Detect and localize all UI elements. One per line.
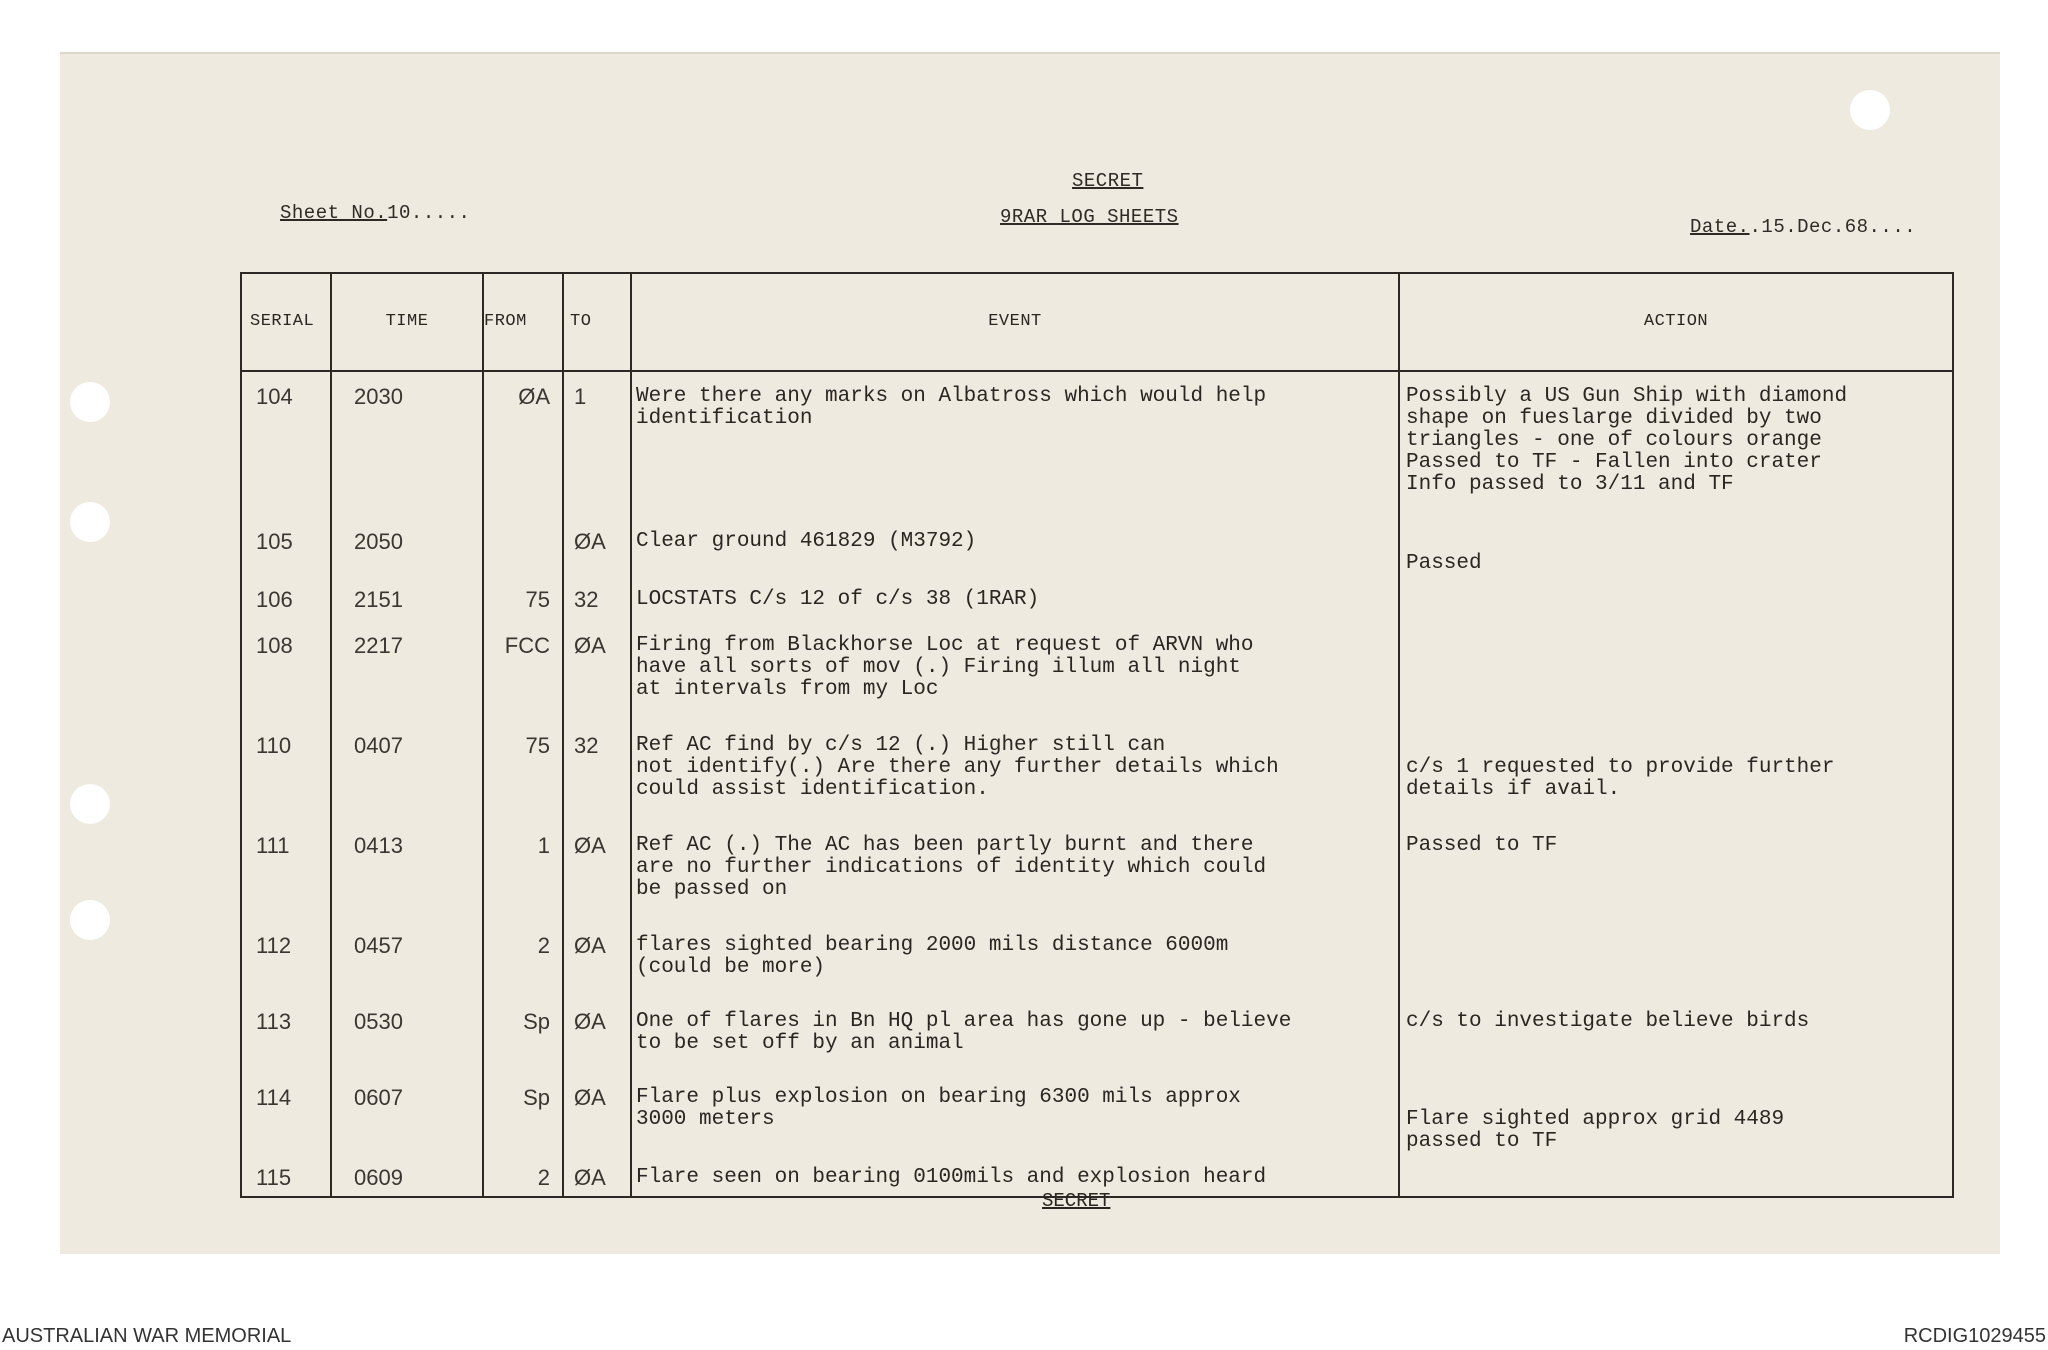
cell-action	[1399, 921, 1953, 997]
cell-from: Sp	[483, 1073, 563, 1153]
log-table	[240, 272, 1954, 1198]
cell-serial: 112	[241, 921, 331, 997]
cell-time: 0407	[331, 721, 483, 821]
table-row	[241, 517, 1953, 575]
cell-event: Firing from Blackhorse Loc at request of ARVN who have all sorts of mov (.) Firing illum all night at intervals from my Loc	[631, 621, 1399, 721]
cell-to: ØA	[563, 1153, 631, 1197]
col-serial-header: SERIAL	[241, 273, 331, 371]
col-event-header: EVENT	[631, 273, 1399, 371]
cell-from: 75	[483, 575, 563, 621]
cell-from: 75	[483, 721, 563, 821]
col-time-header: TIME	[331, 273, 483, 371]
cell-action	[1399, 575, 1953, 621]
cell-from: ØA	[483, 371, 563, 517]
cell-to: ØA	[563, 1073, 631, 1153]
log-title: 9RAR LOG SHEETS	[1000, 206, 1179, 228]
cell-time: 0413	[331, 821, 483, 921]
cell-from: 2	[483, 921, 563, 997]
cell-time: 0607	[331, 1073, 483, 1153]
cell-action: Flare sighted approx grid 4489 passed to TF	[1399, 1073, 1953, 1153]
cell-event: Flare plus explosion on bearing 6300 mils approx 3000 meters	[631, 1073, 1399, 1153]
footer-classification: SECRET	[1042, 1190, 1111, 1212]
cell-event: Clear ground 461829 (M3792)	[631, 517, 1399, 575]
punch-hole	[70, 900, 110, 940]
cell-time: 2050	[331, 517, 483, 575]
cell-from: 2	[483, 1153, 563, 1197]
cell-action: c/s 1 requested to provide further details if avail.	[1399, 721, 1953, 821]
table-row	[241, 371, 1953, 517]
cell-event: One of flares in Bn HQ pl area has gone up - believe to be set off by an animal	[631, 997, 1399, 1073]
table-row	[241, 821, 1953, 921]
cell-to: ØA	[563, 621, 631, 721]
cell-to: 32	[563, 575, 631, 621]
cell-to: ØA	[563, 517, 631, 575]
cell-event: Were there any marks on Albatross which would help identification	[631, 371, 1399, 517]
log-date	[1690, 216, 1916, 238]
date-label: Date.	[1690, 216, 1750, 238]
cell-event: flares sighted bearing 2000 mils distance 6000m (could be more)	[631, 921, 1399, 997]
cell-serial: 110	[241, 721, 331, 821]
cell-serial: 104	[241, 371, 331, 517]
cell-time: 0609	[331, 1153, 483, 1197]
cell-action: Possibly a US Gun Ship with diamond shape on fueslarge divided by two triangles - one of colours orange Passed to TF - Fallen into crater Info passed to 3/11 and TF	[1399, 371, 1953, 517]
table-row	[241, 575, 1953, 621]
cell-serial: 105	[241, 517, 331, 575]
cell-time: 2217	[331, 621, 483, 721]
cell-serial: 114	[241, 1073, 331, 1153]
cell-serial: 106	[241, 575, 331, 621]
sheet-value: 10.....	[387, 202, 471, 224]
cell-to: ØA	[563, 921, 631, 997]
cell-time: 0457	[331, 921, 483, 997]
cell-action	[1399, 621, 1953, 721]
cell-event: LOCSTATS C/s 12 of c/s 38 (1RAR)	[631, 575, 1399, 621]
cell-to: ØA	[563, 821, 631, 921]
cell-action: Passed	[1399, 517, 1953, 575]
date-value: .15.Dec.68....	[1749, 216, 1917, 238]
punch-hole	[70, 784, 110, 824]
cell-to: 32	[563, 721, 631, 821]
cell-from: FCC	[483, 621, 563, 721]
sheet-label: Sheet No.	[280, 202, 388, 224]
cell-to: ØA	[563, 997, 631, 1073]
cell-from: 1	[483, 821, 563, 921]
cell-serial: 115	[241, 1153, 331, 1197]
cell-event: Ref AC find by c/s 12 (.) Higher still can not identify(.) Are there any further details which could assist identification.	[631, 721, 1399, 821]
header-classification: SECRET	[1072, 170, 1144, 192]
cell-action: Passed to TF	[1399, 821, 1953, 921]
punch-hole	[70, 382, 110, 422]
cell-to: 1	[563, 371, 631, 517]
cell-event: Flare seen on bearing 0100mils and explosion heard	[631, 1153, 1399, 1197]
col-action-header: ACTION	[1399, 273, 1953, 371]
punch-hole	[70, 502, 110, 542]
sheet-number	[280, 202, 470, 224]
cell-serial: 113	[241, 997, 331, 1073]
cell-serial: 111	[241, 821, 331, 921]
cell-from	[483, 517, 563, 575]
catalogue-id: RCDIG1029455	[1903, 1325, 2046, 1347]
col-from-header: FROM	[483, 273, 563, 371]
table-row	[241, 721, 1953, 821]
cell-time: 2030	[331, 371, 483, 517]
punch-hole	[1850, 90, 1890, 130]
col-to-header: TO	[563, 273, 631, 371]
table-header-row	[241, 273, 1953, 371]
cell-event: Ref AC (.) The AC has been partly burnt and there are no further indications of identity which could be passed on	[631, 821, 1399, 921]
table-row	[241, 1073, 1953, 1153]
table-row	[241, 997, 1953, 1073]
table-row	[241, 621, 1953, 721]
table-row	[241, 921, 1953, 997]
cell-action	[1399, 1153, 1953, 1197]
cell-from: Sp	[483, 997, 563, 1073]
cell-serial: 108	[241, 621, 331, 721]
cell-time: 0530	[331, 997, 483, 1073]
cell-time: 2151	[331, 575, 483, 621]
cell-action: c/s to investigate believe birds	[1399, 997, 1953, 1073]
institution-label: AUSTRALIAN WAR MEMORIAL	[2, 1325, 292, 1347]
